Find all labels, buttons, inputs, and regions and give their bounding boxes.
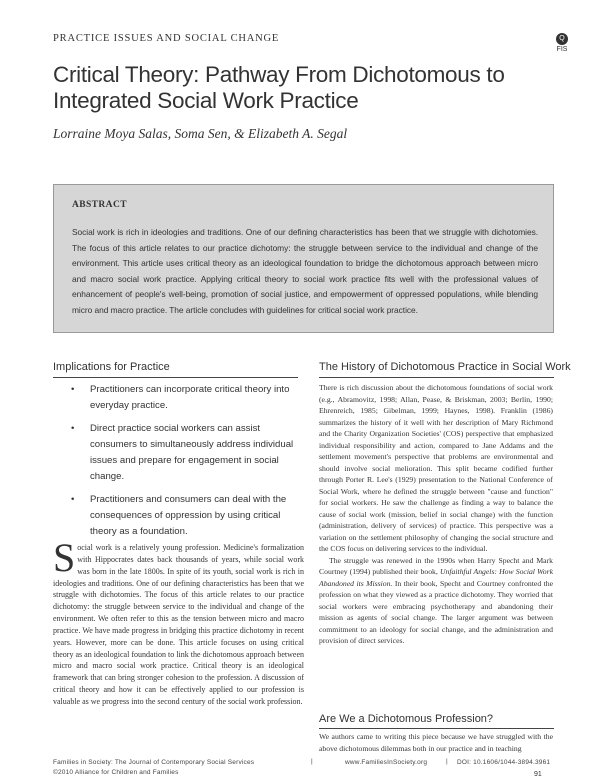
footer-separator: | bbox=[311, 758, 313, 765]
dichotomous-text: We authors came to writing this piece because we have struggled with the above dichotomous dilemmas both in our practice and in teaching bbox=[319, 732, 553, 753]
article-title: Critical Theory: Pathway From Dichotomous to Integrated Social Work Practice bbox=[53, 62, 505, 113]
abstract-box bbox=[53, 184, 554, 333]
drop-cap: S bbox=[53, 535, 76, 580]
history-paragraph-1: There is rich discussion about the dichotomous foundations of social work (e.g., Abramovitz, 1998; Allan, Pease, & Briskman, 2003; Berlin, 1990; Ehrenreich, 1985; Gibelman, 1999; Haynes, 1998). Franklin (1986) summarizes the history of it well with her description of Mary Richmond and the Charity Organization Societies' (COS) perspective that emphasized individual responsibility and action, compared to Jane Addams and the settlement movement's perspective that problems are environmental and should involve social melioration. This split became codified further through Porter R. Lee's (1929) presentation to the National Conference of Social Work, where he defined the struggle between "cause and function" for social workers. He saw the challenge as finding a way to balance the cause of social work (mission, belief in social change) with the function (administration, delivery of services) of practice. This perspective was a variation on the settlement philosophy of changing the social structure and the COS focus on delivering services to the individual. bbox=[319, 383, 553, 553]
history-p2-end: In their book, Specht and Courtney confronted the profession on what they viewed as a practice dichotomy. They worried that social workers were embracing psychotherapy and abandoning their mission as agents of social change. The larger argument was between commitment to an ideology for social change, and the administration and provision of direct services. bbox=[319, 578, 553, 645]
footer-website-link[interactable]: www.FamiliesInSociety.org bbox=[345, 759, 428, 766]
history-p2-start: The struggle was renewed in the 1990s when Harry Specht and Mark Courtney (1994) published their book, bbox=[319, 555, 553, 576]
article-authors: Lorraine Moya Salas, Soma Sen, & Elizabeth A. Segal bbox=[53, 126, 348, 141]
dichotomous-divider bbox=[319, 728, 554, 729]
section-header: PRACTICE ISSUES AND SOCIAL CHANGE bbox=[53, 33, 280, 44]
journal-logo bbox=[551, 33, 573, 53]
list-item: • Practitioners and consumers can deal with the consequences of oppression by using critical theory as a foundation. bbox=[53, 492, 303, 540]
implications-divider bbox=[53, 377, 298, 378]
footer-journal: Families in Society: The Journal of Contemporary Social Services bbox=[53, 759, 255, 766]
intro-paragraph bbox=[53, 535, 304, 708]
footer-separator: | bbox=[446, 758, 448, 765]
logo-icon: Q bbox=[556, 33, 568, 45]
implications-list bbox=[53, 382, 303, 547]
implications-heading: Implications for Practice bbox=[53, 361, 170, 373]
history-paragraph-2 bbox=[319, 555, 553, 647]
footer-doi: DOI: 10.1606/1044-3894.3961 bbox=[457, 759, 551, 766]
page-number: 91 bbox=[534, 771, 542, 778]
abstract-heading: ABSTRACT bbox=[72, 200, 127, 210]
abstract-text: Social work is rich in ideologies and traditions. One of our defining characteristics has been that we struggle with dichotomies. The focus of this article relates to our practice dichotomy: the struggle between service to the individual and change of the environment. This article uses critical theory as an ideological foundation to bridge the dichotomous approach between micro and macro social work practice. Applying critical theory to social work practice fits well with the professional values of enhancement of people's well-being, promotion of social justice, and empowerment of oppressed populations, while blending micro and macro practice. The article concludes with guidelines for critical social work practice. bbox=[72, 227, 538, 315]
intro-text: ocial work is a relatively young profession. Medicine's formalization with Hippocrates dates back thousands of years, while social work was born in the late 1800s. In spite of its youth, social work is rich in ideologies and traditions. One of our defining characteristics has been that we struggle with dichotomies. The focus of this article relates to our practice dichotomy: the struggle between service to the individual and change of the environment. We often refer to this as the tension between micro and macro practice. We have made progress in bridging this practice dichotomy in recent years. However, more can be done. This article focuses on using critical theory as an ideological foundation to link the dichotomous approach between micro and macro social work practice. Critical theory is an ideological framework that can bring stronger cohesion to the profession. A discussion of critical theory and how it can be effectively applied to our profession is valuable as we progress into the second century of the social work profession. bbox=[53, 543, 304, 706]
book-title: Unfaithful Angels: How Social Work Abandoned its Mission. bbox=[319, 567, 554, 588]
list-item: • Practitioners can incorporate critical theory into everyday practice. bbox=[53, 382, 303, 414]
history-body bbox=[319, 382, 553, 647]
list-item: • Direct practice social workers can assist consumers to simultaneously address individual issues and prepare for engagement in social change. bbox=[53, 421, 303, 485]
logo-text: FIS bbox=[556, 46, 568, 53]
footer-copyright: ©2010 Alliance for Children and Families bbox=[53, 769, 179, 776]
history-divider bbox=[319, 377, 554, 378]
history-heading: The History of Dichotomous Practice in Social Work bbox=[319, 361, 571, 373]
dichotomous-heading: Are We a Dichotomous Profession? bbox=[319, 713, 494, 725]
